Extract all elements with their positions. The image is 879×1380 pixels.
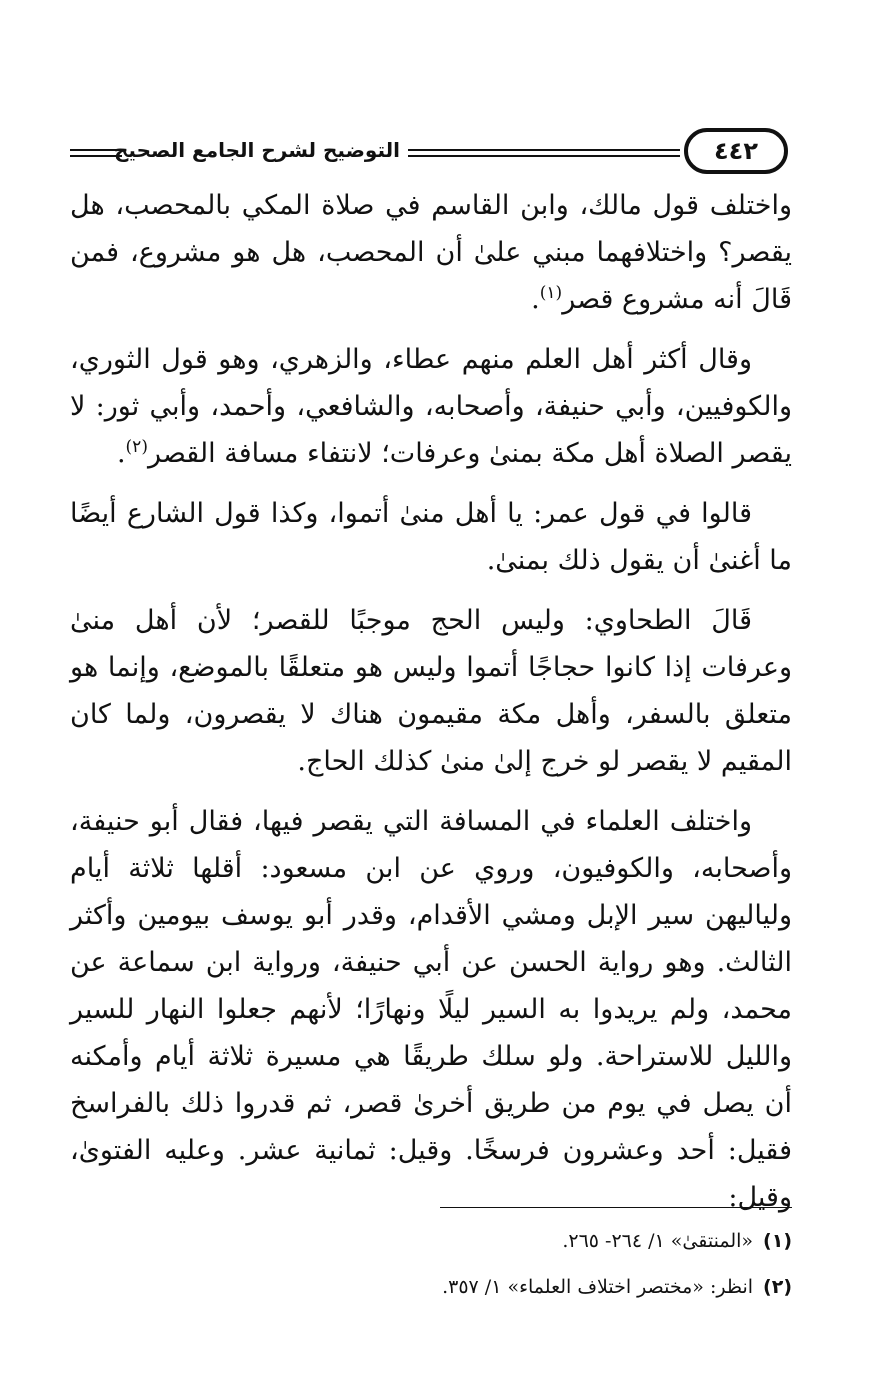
paragraph-text: واختلف قول مالك، وابن القاسم في صلاة المكي بالمحصب، هل يقصر؟ واختلافهما مبني علىٰ أن المحصب، هل هو مشروع، فمن قَالَ أنه مشروع قصر xyxy=(70,190,792,315)
footnote-text: «المنتقىٰ» ١/ ٢٦٤- ٢٦٥. xyxy=(562,1230,754,1252)
paragraph-text: قالوا في قول عمر: يا أهل منىٰ أتموا، وكذا قول الشارع أيضًا ما أغنىٰ أن يقول ذلك بمنىٰ. xyxy=(70,498,792,576)
footnote-number: (٢) xyxy=(763,1276,792,1298)
paragraph xyxy=(70,597,792,785)
page-header xyxy=(70,128,793,178)
paragraph xyxy=(70,798,792,1221)
footnote-reference: (١) xyxy=(539,283,563,303)
paragraph xyxy=(70,490,792,584)
footnotes xyxy=(70,1218,792,1310)
footnote-separator xyxy=(440,1207,792,1208)
footnote xyxy=(70,1218,792,1264)
page-number-badge: ٤٤٢ xyxy=(684,128,788,174)
paragraph-text: واختلف العلماء في المسافة التي يقصر فيها، فقال أبو حنيفة، وأصحابه، والكوفيون، وروي عن ابن مسعود: أقلها ثلاثة أيام ولياليهن سير الإبل ومشي الأقدام، وقدر أبو يوسف بيومين وأكثر الثالث. وهو رواية الحسن عن أبي حنيفة، ورواية ابن سماعة عن محمد، ولم يريدوا به السير ليلًا ونهارًا؛ لأنهم جعلوا النهار للسير والليل للاستراحة. ولو سلك طريقًا هي مسيرة ثلاثة أيام وأمكنه أن يصل في يوم من طريق أخرىٰ قصر، ثم قدروا ذلك بالفراسخ فقيل: أحد وعشرون فرسخًا. وقيل: ثمانية عشر. وعليه الفتوىٰ، وقيل: xyxy=(70,806,793,1213)
paragraph xyxy=(70,182,792,323)
paragraph-tail: . xyxy=(116,438,126,469)
footnote-number: (١) xyxy=(763,1230,792,1252)
paragraph-tail: . xyxy=(531,284,540,315)
paragraph-text: وقال أكثر أهل العلم منهم عطاء، والزهري، وهو قول الثوري، والكوفيين، وأبي حنيفة، وأصحابه، والشافعي، وأحمد، وأبي ثور: لا يقصر الصلاة أهل مكة بمنىٰ وعرفات؛ لانتفاء مسافة القصر xyxy=(70,344,792,469)
body-text xyxy=(70,182,792,1234)
paragraph-text: قَالَ الطحاوي: وليس الحج موجبًا للقصر؛ لأن أهل منىٰ وعرفات إذا كانوا حجاجًا أتموا وليس هو متعلقًا بالموضع، وإنما هو متعلق بالسفر، وأهل مكة مقيمون هناك لا يقصرون، ولما كان المقيم لا يقصر لو خرج إلىٰ منىٰ كذلك الحاج. xyxy=(70,605,792,777)
paragraph xyxy=(70,336,792,477)
footnote xyxy=(70,1264,792,1310)
footnote-reference: (٢) xyxy=(125,437,148,457)
running-title: التوضيح لشرح الجامع الصحيح xyxy=(114,138,400,162)
header-rule-middle xyxy=(408,149,680,157)
footnote-text: انظر: «مختصر اختلاف العلماء» ١/ ٣٥٧. xyxy=(442,1276,754,1298)
